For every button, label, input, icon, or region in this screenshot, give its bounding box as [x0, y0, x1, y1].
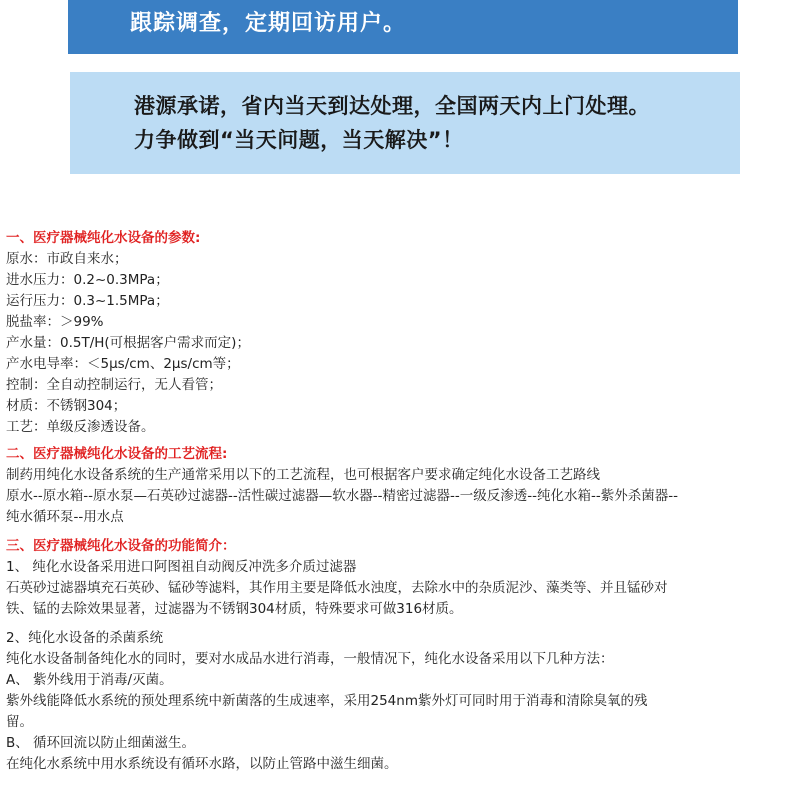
function-item-1-title: 1、 纯化水设备采用进口阿图祖自动阀反冲洗多介质过滤器: [6, 559, 357, 575]
method-b-body: 在纯化水系统中用水系统设有循环水路，以防止管路中滋生细菌。: [6, 756, 398, 772]
process-intro: 制药用纯化水设备系统的生产通常采用以下的工艺流程，也可根据客户要求确定纯化水设备工艺路线: [6, 467, 600, 483]
article-content: [6, 228, 796, 775]
param-item: 产水量：0.5T/H(可根据客户需求而定)；: [6, 335, 250, 351]
param-item: 工艺：单级反渗透设备。: [6, 419, 155, 435]
function-item-1-body-line-1: 石英砂过滤器填充石英砂、锰砂等滤料，其作用主要是降低水浊度，去除水中的杂质泥沙、藻类等、并且锰砂对: [6, 580, 668, 596]
method-a-title: A、 紫外线用于消毒/灭菌。: [6, 672, 173, 688]
param-item: 原水：市政自来水；: [6, 251, 128, 267]
param-item: 运行压力：0.3~1.5MPa；: [6, 293, 169, 309]
section-function-heading: 三、医疗器械纯化水设备的功能简介：: [6, 538, 236, 554]
section-parameters-heading: 一、医疗器械纯化水设备的参数:: [6, 230, 201, 246]
function-item-2-title: 2、纯化水设备的杀菌系统: [6, 630, 164, 646]
promise-line-1: 港源承诺，省内当天到达处理，全国两天内上门处理。: [134, 94, 650, 118]
param-item: 脱盐率：＞99%: [6, 314, 104, 330]
section-process-heading: 二、医疗器械纯化水设备的工艺流程:: [6, 446, 228, 462]
process-flow-line-1: 原水--原水箱--原水泵—石英砂过滤器--活性碳过滤器—软水器--精密过滤器--一级反渗透--纯化水箱--紫外杀菌器--: [6, 488, 678, 504]
param-item: 材质：不锈钢304；: [6, 398, 127, 414]
method-a-body-line-1: 紫外线能降低水系统的预处理系统中新菌落的生成速率，采用254nm紫外灯可同时用于消毒和清除臭氧的残: [6, 693, 648, 709]
param-item: 产水电导率：＜5μs/cm、2μs/cm等；: [6, 356, 240, 372]
function-item-1-body-line-2: 铁、锰的去除效果显著，过滤器为不锈钢304材质，特殊要求可做316材质。: [6, 601, 463, 617]
method-b-title: B、 循环回流以防止细菌滋生。: [6, 735, 196, 751]
param-item: 控制：全自动控制运行，无人看管；: [6, 377, 222, 393]
function-item-2-body: 纯化水设备制备纯化水的同时，要对水成品水进行消毒，一般情况下，纯化水设备采用以下几种方法：: [6, 651, 614, 667]
method-a-body-line-2: 留。: [6, 714, 33, 730]
promise-banner: [70, 72, 740, 174]
service-banner-text: 跟踪调查，定期回访用户。: [130, 11, 407, 36]
promise-line-2: 力争做到“当天问题，当天解决”！: [134, 128, 464, 152]
process-flow-line-2: 纯水循环泵--用水点: [6, 509, 124, 525]
param-item: 进水压力：0.2~0.3MPa；: [6, 272, 169, 288]
